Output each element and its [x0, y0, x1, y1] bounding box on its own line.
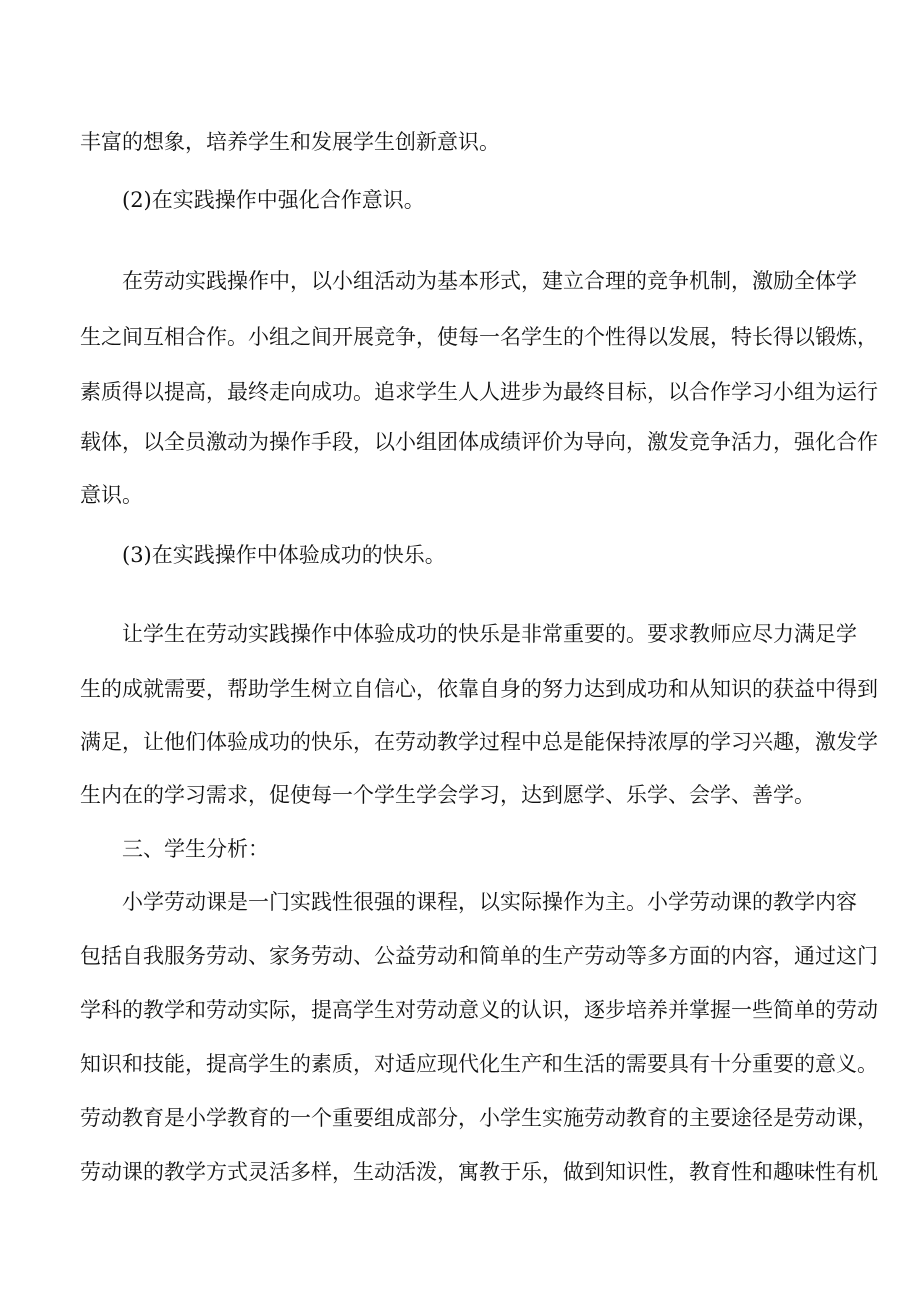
- paragraph-line: 素质得以提高，最终走向成功。追求学生人人进步为最终目标，以合作学习小组为运行: [80, 380, 878, 404]
- paragraph-line: 生内在的学习需求，促使每一个学生学会学习，达到愿学、乐学、会学、善学。: [80, 783, 815, 807]
- paragraph-line: 让学生在劳动实践操作中体验成功的快乐是非常重要的。要求教师应尽力满足学: [122, 622, 857, 646]
- paragraph-line: 学科的教学和劳动实际，提高学生对劳动意义的认识，逐步培养并掌握一些简单的劳动: [80, 998, 878, 1022]
- section-title: 三、学生分析：: [122, 837, 269, 861]
- paragraph-line: 载体，以全员激动为操作手段，以小组团体成绩评价为导向，激发竞争活力，强化合作: [80, 430, 878, 454]
- subheading-2: (2)在实践操作中强化合作意识。: [122, 188, 425, 212]
- paragraph-line: 满足，让他们体验成功的快乐，在劳动教学过程中总是能保持浓厚的学习兴趣，激发学: [80, 730, 878, 754]
- paragraph-line: 劳动课的教学方式灵活多样，生动活泼，寓教于乐，做到知识性，教育性和趣味性有机: [80, 1160, 878, 1184]
- paragraph-line: 在劳动实践操作中，以小组活动为基本形式，建立合理的竞争机制，激励全体学: [122, 269, 857, 293]
- paragraph-line: 劳动教育是小学教育的一个重要组成部分，小学生实施劳动教育的主要途径是劳动课，: [80, 1106, 878, 1130]
- paragraph-line: 丰富的想象，培养学生和发展学生创新意识。: [80, 130, 500, 154]
- paragraph-line: 知识和技能，提高学生的素质，对适应现代化生产和生活的需要具有十分重要的意义。: [80, 1052, 878, 1076]
- paragraph-line: 意识。: [80, 483, 143, 507]
- paragraph-line: 小学劳动课是一门实践性很强的课程，以实际操作为主。小学劳动课的教学内容: [122, 890, 857, 914]
- paragraph-line: 包括自我服务劳动、家务劳动、公益劳动和简单的生产劳动等多方面的内容，通过这门: [80, 944, 878, 968]
- subheading-3: (3)在实践操作中体验成功的快乐。: [122, 543, 446, 567]
- paragraph-line: 生之间互相合作。小组之间开展竞争，使每一名学生的个性得以发展，特长得以锻炼，: [80, 325, 878, 349]
- paragraph-line: 生的成就需要，帮助学生树立自信心，依靠自身的努力达到成功和从知识的获益中得到: [80, 677, 878, 701]
